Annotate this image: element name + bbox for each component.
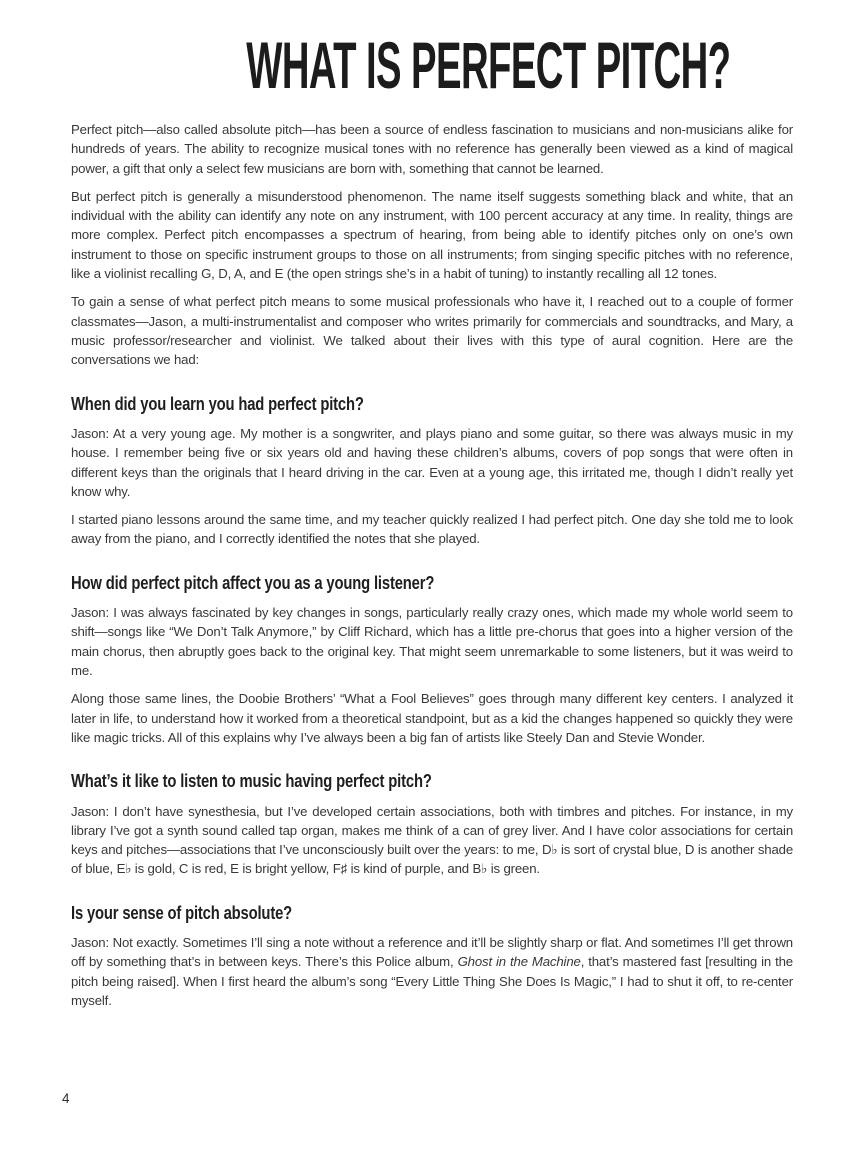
section-heading-listening-text: What’s it like to listen to music having perfect pitch?	[71, 770, 432, 792]
when-learned-paragraph-2: I started piano lessons around the same time, and my teacher quickly realized I had perfect pitch. One day she told me to look away from the piano, and I correctly identified the notes that she played.	[71, 512, 793, 547]
album-title-italic: Ghost in the Machine	[457, 954, 581, 970]
listening-paragraph-1: Jason: I don’t have synesthesia, but I’ve developed certain associations, both with timbres and pitches. For instance, in my library I’ve got a synth sound called tap organ, makes me think of a can of grey liver. And I have color associations for certain keys and pitches—associations that I’ve unconsciously built over the years: to me, D♭ is sort of crystal blue, D is another shade of blue, E♭ is gold, C is red, E is bright yellow, F♯ is kind of purple, and B♭ is green.	[71, 803, 793, 877]
absolute-paragraph-1-lead: Jason: Not exactly. Sometimes I’ll sing a note without a reference and it’ll be slightly sharp or flat. And sometimes I’ll get thrown off by something that’s in between keys. There’s this Police album,	[71, 935, 793, 970]
section-heading-absolute	[71, 899, 793, 925]
section-heading-listening	[71, 767, 793, 793]
intro-paragraph-3: To gain a sense of what perfect pitch means to some musical professionals who have it, I reached out to a couple of former classmates—Jason, a multi-instrumentalist and composer who writes primarily for commercials and soundtracks, and Mary, a music professor/researcher and violinist. We talked about their lives with this type of aural cognition. Here are the conversations we had:	[71, 294, 793, 368]
absolute-paragraph-1	[71, 933, 793, 1010]
section-heading-when-learned-text: When did you learn you had perfect pitch?	[71, 392, 364, 414]
intro-paragraph-1: Perfect pitch—also called absolute pitch—has been a source of endless fascination to musicians and non-musicians alike for hundreds of years. The ability to recognize musical tones with no reference has generally been viewed as a kind of magical power, a gift that only a select few musicians are born with, something that cannot be learned.	[71, 122, 793, 176]
section-heading-young-listener-text: How did perfect pitch affect you as a young listener?	[71, 571, 435, 593]
section-heading-young-listener	[71, 569, 793, 595]
young-listener-paragraph-2: Along those same lines, the Doobie Brothers’ “What a Fool Believes” goes through many different key centers. I analyzed it later in life, to understand how it worked from a theoretical standpoint, but as a kid the changes happened so quickly they were like magic tricks. All of this explains why I’ve always been a big fan of artists like Steely Dan and Stevie Wonder.	[71, 691, 793, 745]
intro-paragraph-2: But perfect pitch is generally a misunderstood phenomenon. The name itself suggests something black and white, that an individual with the ability can identify any note on any instrument, with 100 percent accuracy at any time. In reality, things are more complex. Perfect pitch encompasses a spectrum of hearing, from being able to identify pitches only on one’s own instrument to those on specific instrument groups to those on all instruments; from singing specific pitches with no reference, like a violinist recalling G, D, A, and E (the open strings she’s in a habit of tuning) to instantly recalling all 12 tones.	[71, 188, 793, 282]
absolute-paragraph-1-tail: , that’s mastered fast [resulting in the pitch being raised]. When I first heard the album’s song “Every Little Thing She Does Is Magic,” I had to shut it off, to re-center myself.	[71, 954, 793, 1009]
section-heading-absolute-text: Is your sense of pitch absolute?	[71, 901, 293, 923]
section-heading-when-learned	[71, 390, 793, 416]
when-learned-paragraph-1: Jason: At a very young age. My mother is a songwriter, and plays piano and some guitar, so there was always music in my house. I remember being five or six years old and having these children’s albums, covers of pop songs that were often in different keys than the originals that I heard driving in the car. Even at a young age, this irritated me, though I didn’t really yet know why.	[71, 425, 793, 499]
page-title	[71, 28, 793, 102]
page-number: 4	[62, 1091, 70, 1106]
young-listener-paragraph-1: Jason: I was always fascinated by key changes in songs, particularly really crazy ones, which made my whole world seem to shift—songs like “We Don’t Talk Anymore,” by Cliff Richard, which has a little pre-chorus that goes into a higher version of the main chorus, then abruptly goes back to the original key. That might seem unremarkable to some listeners, but it was weird to me.	[71, 605, 793, 679]
page-title-text: WHAT IS PERFECT PITCH?	[246, 28, 731, 102]
